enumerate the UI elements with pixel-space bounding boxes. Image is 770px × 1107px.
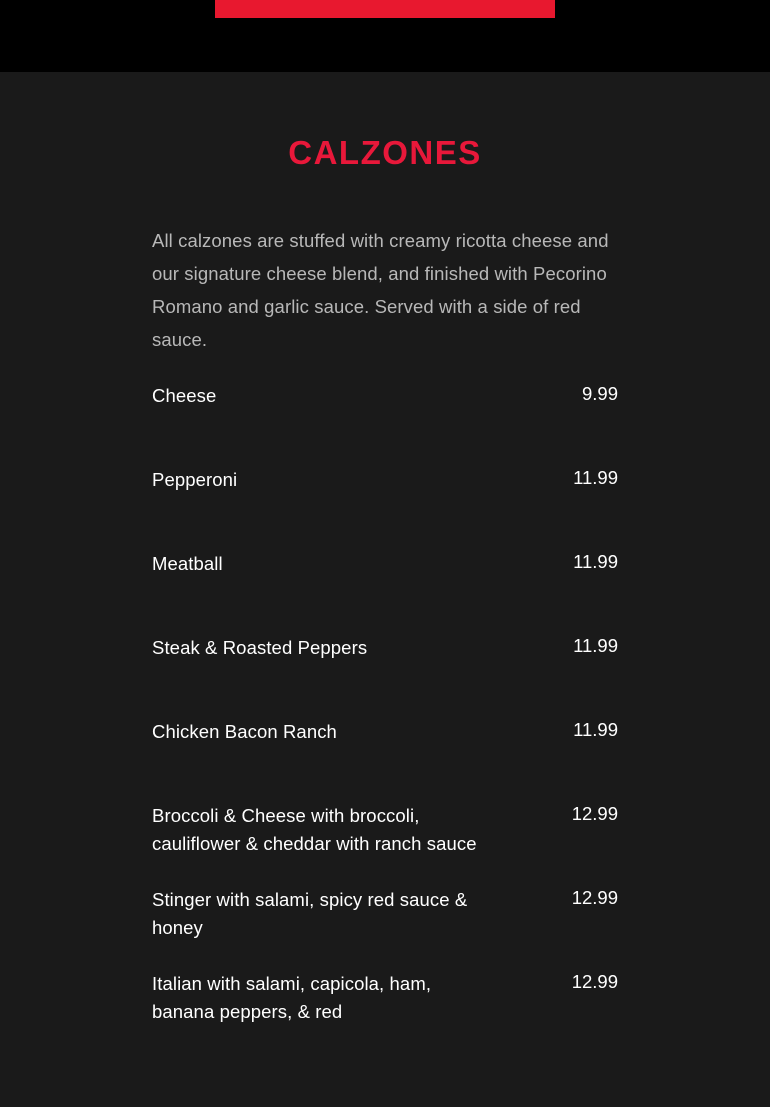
- list-item[interactable]: [152, 880, 618, 964]
- item-price: 12.99: [571, 887, 618, 908]
- list-item[interactable]: [152, 712, 618, 796]
- section-description: All calzones are stuffed with creamy ricotta cheese and our signature cheese blend, and finished with Pecorino Romano and garlic sauce. Served with a side of red sauce.: [152, 230, 609, 350]
- item-name: Stinger with salami, spicy red sauce & honey: [152, 889, 468, 938]
- list-item[interactable]: [152, 544, 618, 628]
- list-item[interactable]: [152, 376, 618, 460]
- item-price: 11.99: [573, 467, 618, 488]
- list-item[interactable]: [152, 796, 618, 880]
- list-item[interactable]: [152, 460, 618, 544]
- item-name: Steak & Roasted Peppers: [152, 637, 368, 658]
- item-name: Meatball: [152, 553, 223, 574]
- item-name: Broccoli & Cheese with broccoli, cauliflower & cheddar with ranch sauce: [152, 805, 477, 854]
- item-price: 11.99: [573, 635, 618, 656]
- header-accent-bar: [215, 0, 555, 18]
- item-price: 11.99: [573, 551, 618, 572]
- header-band: [0, 0, 770, 72]
- item-name: Italian with salami, capicola, ham, banana peppers, & red: [152, 973, 432, 1022]
- item-price: 11.99: [573, 719, 618, 740]
- item-name: Pepperoni: [152, 469, 238, 490]
- list-item[interactable]: [152, 964, 618, 1048]
- item-price: 12.99: [571, 971, 618, 992]
- item-price: 12.99: [571, 803, 618, 824]
- list-item[interactable]: [152, 628, 618, 712]
- item-name: Cheese: [152, 385, 217, 406]
- item-name: Chicken Bacon Ranch: [152, 721, 337, 742]
- menu-content: [0, 72, 770, 1048]
- page-title: CALZONES: [288, 134, 482, 171]
- item-price: 9.99: [581, 383, 618, 404]
- menu-item-list: [152, 356, 618, 1048]
